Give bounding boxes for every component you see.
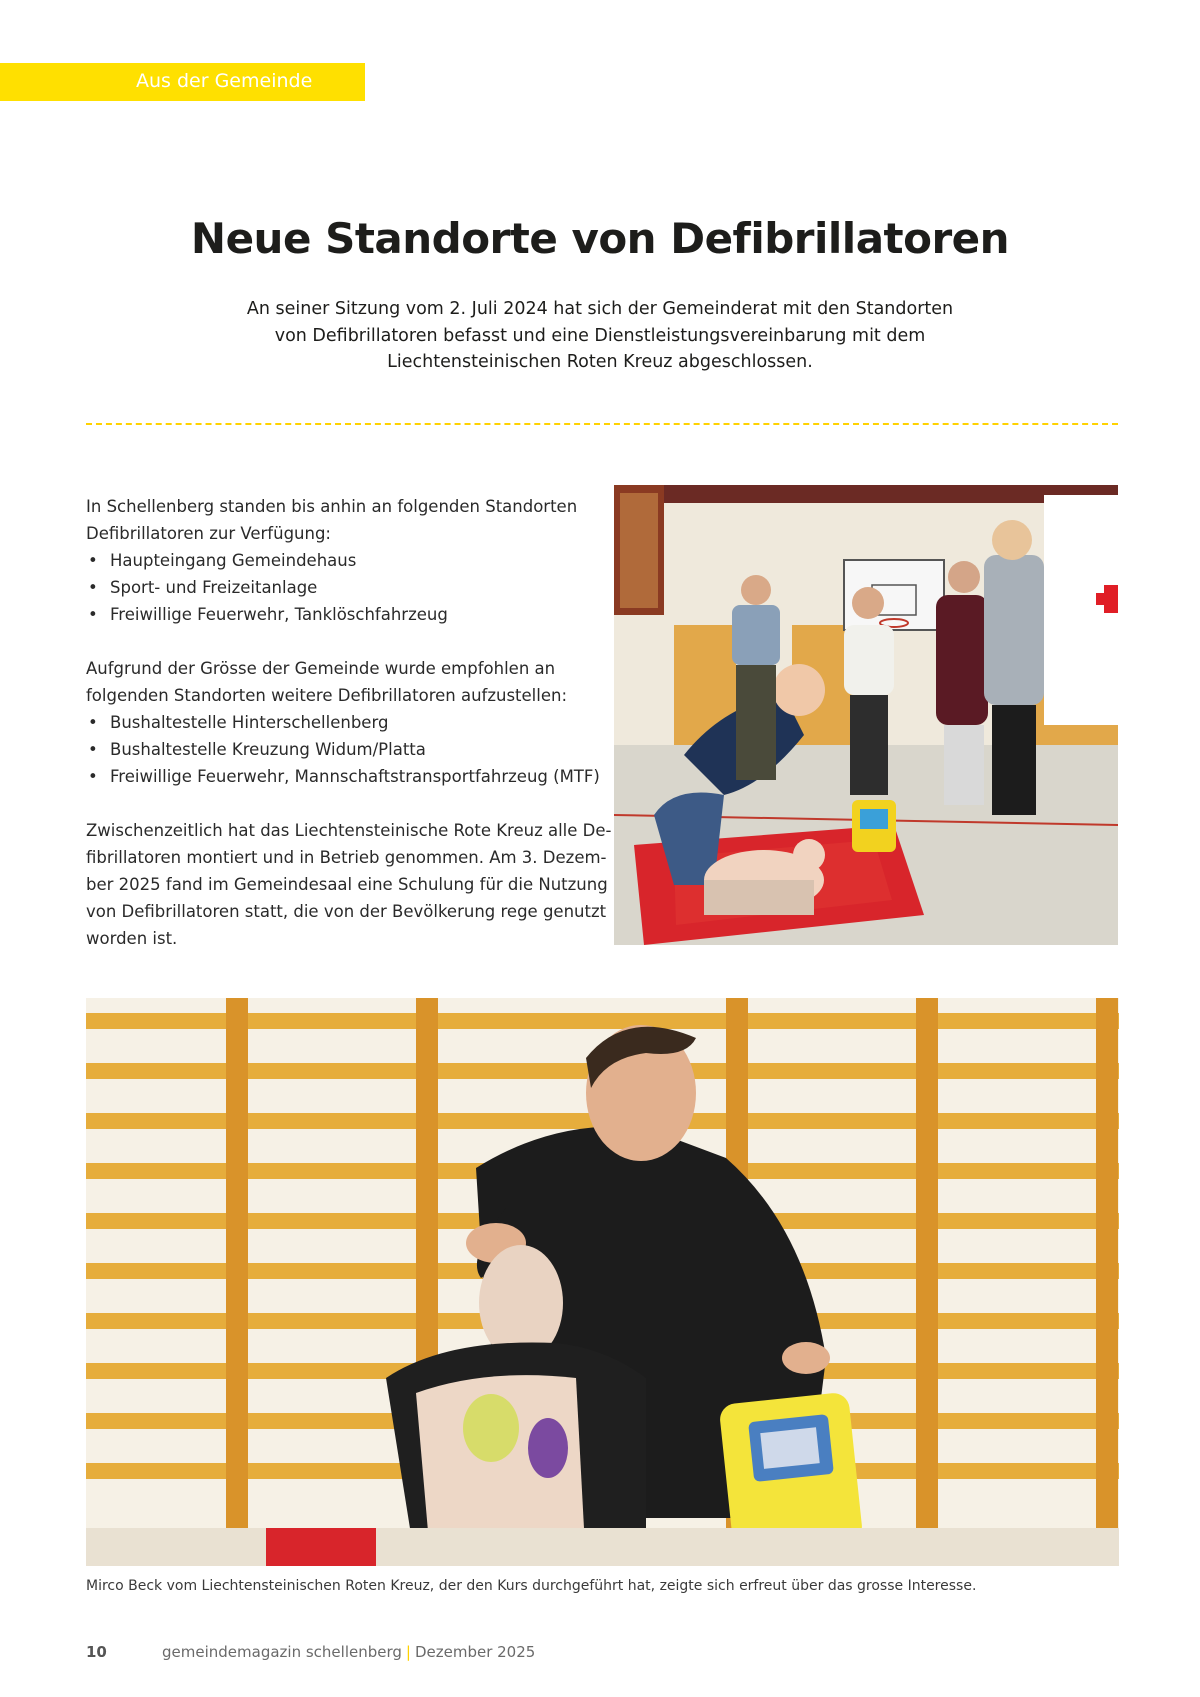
paragraph-line: fibrillatoren montiert und in Betrieb genommen. Am 3. Dezem- bbox=[86, 848, 607, 867]
paragraph-line: worden ist. bbox=[86, 929, 178, 948]
paragraph-line: Zwischenzeitlich hat das Liechtensteinische Rote Kreuz alle De- bbox=[86, 821, 612, 840]
list-item: • Haupteingang Gemeindehaus bbox=[86, 547, 596, 574]
page-number: 10 bbox=[86, 1643, 107, 1661]
article-headline: Neue Standorte von Defibrillatoren bbox=[190, 214, 1010, 263]
list-item: • Bushaltestelle Kreuzung Widum/Platta bbox=[86, 736, 596, 763]
training-photo bbox=[614, 485, 1118, 945]
issue-date: Dezember 2025 bbox=[414, 1643, 536, 1661]
magazine-name: gemeindemagazin schellenberg bbox=[162, 1643, 402, 1661]
page-footer bbox=[86, 1643, 535, 1661]
list-item: • Bushaltestelle Hinterschellenberg bbox=[86, 709, 596, 736]
section-tag-label: Aus der Gemeinde bbox=[136, 70, 313, 92]
article-body bbox=[86, 493, 612, 952]
paragraph-line: In Schellenberg standen bis anhin an folgenden Standorten bbox=[86, 497, 578, 516]
lead-line: von Defibrillatoren befasst und eine Dienstleistungsvereinbarung mit dem bbox=[274, 325, 926, 346]
list-item: • Sport- und Freizeitanlage bbox=[86, 574, 596, 601]
instructor-photo bbox=[86, 998, 1119, 1566]
new-locations-list bbox=[86, 709, 600, 790]
existing-locations-list bbox=[86, 547, 596, 628]
list-item: • Freiwillige Feuerwehr, Tanklöschfahrzeug bbox=[86, 601, 596, 628]
photo-caption: Mirco Beck vom Liechtensteinischen Roten Kreuz, der den Kurs durchgeführt hat, zeigte sich erfreut über das grosse Interesse. bbox=[86, 1578, 977, 1594]
paragraph-line: ber 2025 fand im Gemeindesaal eine Schulung für die Nutzung bbox=[86, 875, 608, 894]
lead-line: An seiner Sitzung vom 2. Juli 2024 hat sich der Gemeinderat mit den Standorten bbox=[246, 299, 954, 319]
lead-line: Liechtensteinischen Roten Kreuz abgeschlossen. bbox=[387, 352, 813, 372]
paragraph-line: Aufgrund der Grösse der Gemeinde wurde empfohlen an bbox=[86, 659, 556, 678]
paragraph-line: Defibrillatoren zur Verfügung: bbox=[86, 524, 331, 543]
list-item: • Freiwillige Feuerwehr, Mannschaftstransportfahrzeug (MTF) bbox=[86, 763, 596, 790]
section-divider bbox=[86, 423, 1118, 425]
paragraph-line: folgenden Standorten weitere Defibrillatoren aufzustellen: bbox=[86, 686, 568, 705]
footer-separator: | bbox=[405, 1643, 411, 1661]
section-tag bbox=[0, 63, 365, 101]
article-lead bbox=[230, 296, 970, 376]
paragraph-line: von Defibrillatoren statt, die von der Bevölkerung rege genutzt bbox=[86, 902, 607, 921]
